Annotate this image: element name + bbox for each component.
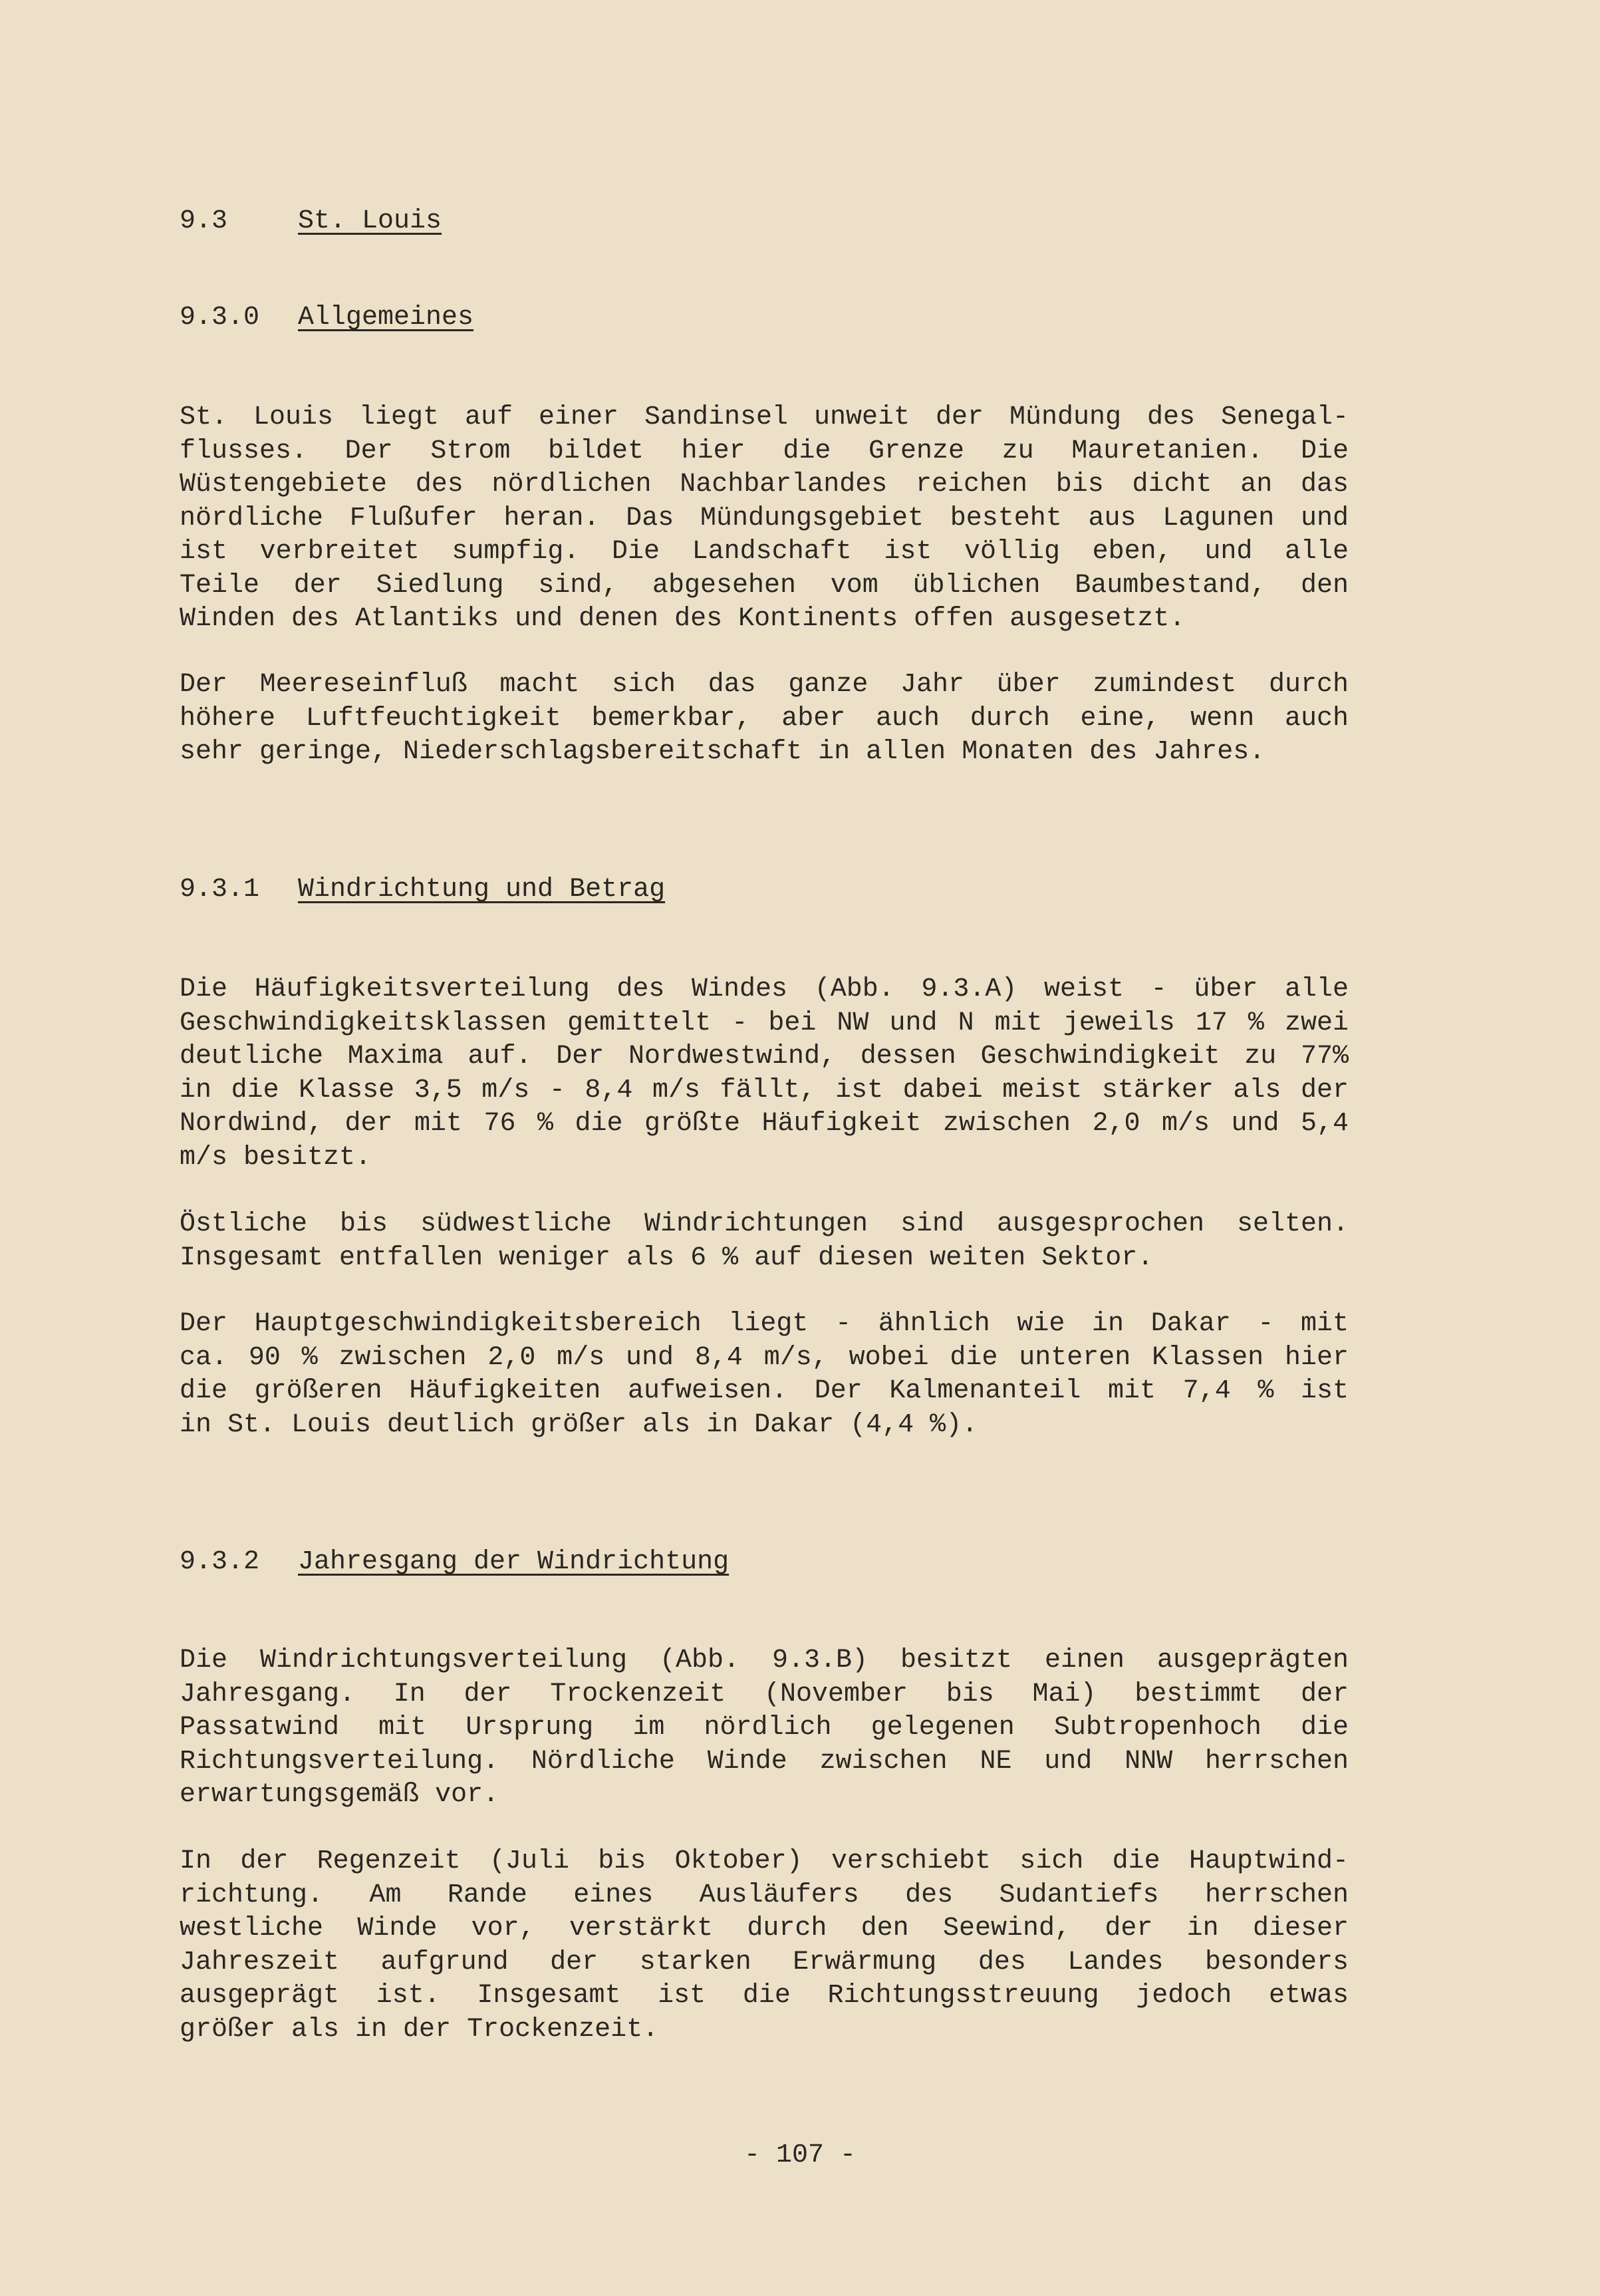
section-number: 9.3 <box>180 206 228 236</box>
text-line: die größeren Häufigkeiten aufweisen. Der Kalmenanteil mit 7,4 % ist <box>180 1376 1349 1406</box>
text-line: erwartungsgemäß vor. <box>180 1780 499 1810</box>
text-line: St. Louis liegt auf einer Sandinsel unweit der Mündung des Senegal- <box>180 402 1349 432</box>
paragraph-annual-2 <box>180 1845 1349 2047</box>
subsection-heading-annual-cycle <box>180 1545 729 1580</box>
text-line: ca. 90 % zwischen 2,0 m/s und 8,4 m/s, wobei die unteren Klassen hier <box>180 1342 1349 1373</box>
subsection-title: Allgemeines <box>298 303 474 333</box>
text-line: Die Häufigkeitsverteilung des Windes (Abb. 9.3.A) weist - über alle <box>180 974 1349 1004</box>
text-line: Richtungsverteilung. Nördliche Winde zwischen NE und NNW herrschen <box>180 1746 1349 1777</box>
text-line: ist verbreitet sumpfig. Die Landschaft ist völlig eben, und alle <box>180 537 1349 567</box>
text-line: Insgesamt entfallen weniger als 6 % auf diesen weiten Sektor. <box>180 1242 1154 1273</box>
text-line: Teile der Siedlung sind, abgesehen vom üblichen Baumbestand, den <box>180 570 1349 601</box>
text-line: Winden des Atlantiks und denen des Kontinents offen ausgesetzt. <box>180 604 1186 634</box>
text-line: größer als in der Trockenzeit. <box>180 2014 659 2045</box>
text-line: flusses. Der Strom bildet hier die Grenze zu Mauretanien. Die <box>180 436 1349 466</box>
text-line: Der Meereseinfluß macht sich das ganze Jahr über zumindest durch <box>180 670 1349 700</box>
paragraph-wind-2 <box>180 1208 1349 1275</box>
text-line: höhere Luftfeuchtigkeit bemerkbar, aber auch durch eine, wenn auch <box>180 703 1349 734</box>
text-line: nördliche Flußufer heran. Das Mündungsgebiet besteht aus Lagunen und <box>180 503 1349 533</box>
text-line: richtung. Am Rande eines Ausläufers des Sudantiefs herrschen <box>180 1880 1349 1910</box>
subsection-number: 9.3.2 <box>180 1547 260 1577</box>
paragraph-wind-3 <box>180 1308 1349 1442</box>
page-number: - 107 - <box>743 2140 857 2170</box>
text-line: Östliche bis südwestliche Windrichtungen sind ausgesprochen selten. <box>180 1209 1349 1239</box>
paragraph-wind-1 <box>180 973 1349 1175</box>
text-line: sehr geringe, Niederschlagsbereitschaft in allen Monaten des Jahres. <box>180 737 1266 767</box>
text-line: Der Hauptgeschwindigkeitsbereich liegt - ähnlich wie in Dakar - mit <box>180 1309 1349 1339</box>
text-line: Jahreszeit aufgrund der starken Erwärmung des Landes besonders <box>180 1947 1349 1977</box>
text-line: Wüstengebiete des nördlichen Nachbarlandes reichen bis dicht an das <box>180 470 1349 500</box>
text-line: in St. Louis deutlich größer als in Dakar (4,4 %). <box>180 1409 978 1440</box>
text-line: Passatwind mit Ursprung im nördlich gelegenen Subtropenhoch die <box>180 1713 1349 1743</box>
subsection-number: 9.3.0 <box>180 303 260 333</box>
subsection-title: Windrichtung und Betrag <box>298 875 666 905</box>
text-line: Jahresgang. In der Trockenzeit (November bis Mai) bestimmt der <box>180 1679 1349 1709</box>
subsection-heading-wind-direction <box>180 873 665 907</box>
text-line: m/s besitzt. <box>180 1142 372 1173</box>
paragraph-annual-1 <box>180 1644 1349 1812</box>
text-line: In der Regenzeit (Juli bis Oktober) verschiebt sich die Hauptwind- <box>180 1846 1349 1876</box>
text-line: ausgeprägt ist. Insgesamt ist die Richtungsstreuung jedoch etwas <box>180 1981 1349 2011</box>
section-title: St. Louis <box>298 206 442 236</box>
subsection-title: Jahresgang der Windrichtung <box>298 1547 730 1577</box>
paragraph-general-2 <box>180 668 1349 770</box>
section-heading <box>180 204 442 239</box>
subsection-number: 9.3.1 <box>180 875 260 905</box>
text-line: Die Windrichtungsverteilung (Abb. 9.3.B) besitzt einen ausgeprägten <box>180 1646 1349 1675</box>
subsection-heading-general <box>180 301 473 335</box>
paragraph-general-1 <box>180 401 1349 637</box>
text-line: Geschwindigkeitsklassen gemittelt - bei NW und N mit jeweils 17 % zwei <box>180 1008 1349 1038</box>
text-line: Nordwind, der mit 76 % die größte Häufigkeit zwischen 2,0 m/s und 5,4 <box>180 1109 1349 1139</box>
text-line: deutliche Maxima auf. Der Nordwestwind, dessen Geschwindigkeit zu 77% <box>180 1042 1349 1072</box>
text-line: in die Klasse 3,5 m/s - 8,4 m/s fällt, ist dabei meist stärker als der <box>180 1075 1349 1105</box>
text-line: westliche Winde vor, verstärkt durch den Seewind, der in dieser <box>180 1914 1349 1943</box>
